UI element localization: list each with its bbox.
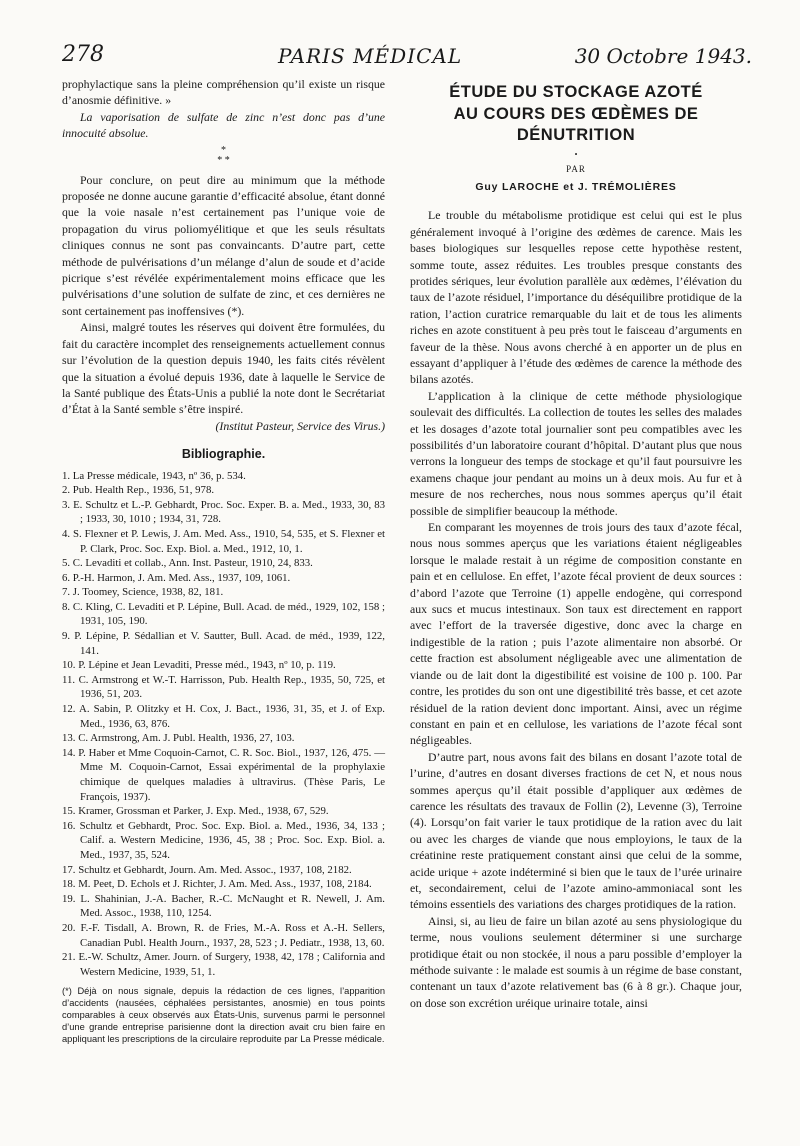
bib-item: 12. A. Sabin, P. Olitzky et H. Cox, J. Bact., 1936, 31, 35, et J. of Exp. Med., 1936, 63, 876.: [62, 703, 385, 730]
bib-item: 10. P. Lépine et Jean Levaditi, Presse méd., 1943, nº 10, p. 119.: [62, 659, 336, 672]
bib-item: 20. F.-F. Tisdall, A. Brown, R. de Fries, M.-A. Ross et A.-H. Sellers, Canadian Publ. Health Journ., 1937, 28, 523 ; J. Pediatr., 1938, 13, 60.: [62, 921, 385, 949]
bib-item: 17. Schultz et Gebhardt, Journ. Am. Med. Assoc., 1937, 108, 2182.: [62, 863, 352, 876]
bib-item: 15. Kramer, Grossman et Parker, J. Exp. Med., 1938, 67, 529.: [62, 805, 329, 818]
journal-title: PARIS MÉDICAL: [278, 44, 463, 68]
issue-date: 30 Octobre 1943.: [574, 44, 752, 68]
article-authors: Guy LAROCHE et J. TRÉMOLIÈRES: [475, 180, 677, 193]
bib-item: 11. C. Armstrong et W.-T. Harrisson, Pub. Health Rep., 1935, 50, 725, et 1936, 51, 203.: [62, 673, 385, 701]
body-paragraph: D’autre part, nous avons fait des bilans en dosant l’azote total de l’urine, d’autres en dosant diverses fractions de cet N, et nous nous sommes aperçus qu’il était possible d’appliquer aux œdèmes de carence les résultats des travaux de Follin (2), Levenne (3), Terroine (4). Lorsqu’on fait varier le taux protidique de la ration avec du lait ou avec les charges de viande que nous employions, le taux de la créatinine reste pratiquement constant ainsi que celui de la somme, acide urique + azote indéterminé si bien que le taux de l’urée urinaire et, secondairement, celui de l’azote amino-ammoniacal sont les témoins essentiels des variations des charges protidiques de la ration.: [410, 749, 742, 912]
left-paragraph-4: Ainsi, malgré toutes les réserves qui doivent être formulées, du fait du caractère incomplet des renseignements actuellement connus sur l’évolution de la question depuis 1940, les faits cités révèlent que la situation a évolué depuis 1936, date à laquelle le Service de la Santé publique des États-Unis a publié la note dont le Secrétariat d’État à la Santé semble s’être inspiré.: [62, 320, 385, 417]
body-paragraph: Ainsi, si, au lieu de faire un bilan azoté au sens physiologique du terme, nous voulions seulement déterminer si une surcharge protidique était ou non stockée, il nous a paru possible d’employer la méthode suivante : le malade est soumis à un régime de base constant, contenant un taux d’azote relativement bas (6 à 8 gr.). Chaque jour, on dose son excrétion uréique urinaire totale, ainsi: [410, 913, 742, 1010]
left-paragraph-1: prophylactique sans la pleine compréhension qu’il existe un risque d’anosmie définitive. »: [62, 77, 385, 108]
title-separator: •: [574, 149, 578, 159]
page-number: 278: [62, 42, 104, 67]
bib-item: 7. J. Toomey, Science, 1938, 82, 181.: [62, 586, 224, 599]
article-body: [410, 207, 742, 1011]
bib-item: 21. E.-W. Schultz, Amer. Journ. of Surgery, 1938, 42, 178 ; California and Western Medicine, 1939, 51, 1.: [62, 951, 385, 978]
bib-item: 5. C. Levaditi et collab., Ann. Inst. Pasteur, 1910, 24, 833.: [62, 557, 313, 570]
body-paragraph: Le trouble du métabolisme protidique est celui qui est le plus généralement invoqué à l’origine des œdèmes de carence. Mais les bases biologiques sur lesquelles repose cette hypothèse restent, somme toute, assez réduites. Les troubles presque constants des protides sériques, leur évolution parallèle aux œdèmes, l’élévation du taux de l’azote résiduel, l’importance du déséquilibre protidique de la ration, l’action curatrice remarquable du lait et de tous les aliments riches en azote constituent à peu près tout le faisceau d’arguments en faveur de la thèse. Nous avons cherché à en apporter un de plus en essayant d’appliquer à l’étude des œdèmes de carence la méthode des bilans azotés.: [410, 208, 742, 387]
left-paragraph-3: Pour conclure, on peut dire au minimum que la méthode proposée ne donne aucune garantie d’efficacité absolue, étant donné que la voie nasale n’est certainement pas l’unique voie de propagation du virus poliomyélitique et que les seuls résultats cliniques connus ne sont pas convaincants. D’autre part, cette méthode de pulvérisations d’un mélange d’alun de soude et d’acide picrique s’est révélée expérimentalement moins efficace que les pulvérisations d’une solution de sulfate de zinc, et ces dernières ne sont certainement pas inoffensives (*).: [62, 172, 385, 318]
title-line-3: DÉNUTRITION: [516, 126, 636, 144]
bib-item: 16. Schultz et Gebhardt, Proc. Soc. Exp. Biol. a. Med., 1936, 34, 133 ; Calif. a. Western Medicine, 1936, 45, 38 ; Proc. Soc. Exp. Biol. a. Med., 1937, 35, 524.: [62, 819, 385, 861]
page-header: [62, 42, 752, 76]
bib-item: 2. Pub. Health Rep., 1936, 51, 978.: [62, 484, 215, 497]
bib-item: 4. S. Flexner et P. Lewis, J. Am. Med. Ass., 1910, 54, 535, et S. Flexner et P. Clark, Proc. Soc. Exp. Biol. a. Med., 1912, 10, 1.: [62, 527, 385, 555]
bib-item: 6. P.-H. Harmon, J. Am. Med. Ass., 1937, 109, 1061.: [62, 571, 291, 584]
article-title: [410, 82, 742, 147]
title-line-1: ÉTUDE DU STOCKAGE AZOTÉ: [449, 83, 703, 101]
bib-item: 14. P. Haber et Mme Coquoin-Carnot, C. R. Soc. Biol., 1937, 126, 475. — Mme M. Coquoin-Carnot, Essai expérimental de la prophylaxie chimique de quelques maladies à ultravirus. (Thèse Paris, Le François, 1937).: [62, 746, 385, 803]
bibliography-list: [62, 469, 385, 980]
bibliography-heading: Bibliographie.: [181, 447, 266, 462]
by-label: PAR: [566, 163, 586, 174]
bib-item: 19. L. Shahinian, J.-A. Bacher, R.-C. McNaught et R. Newell, J. Am. Med. Assoc., 1938, 110, 1254.: [62, 892, 385, 920]
bib-item: 18. M. Peet, D. Echols et J. Richter, J. Am. Med. Ass., 1937, 108, 2184.: [62, 878, 372, 891]
left-column: [62, 76, 385, 1045]
right-column: [410, 76, 742, 1011]
body-paragraph: En comparant les moyennes de trois jours des taux d’azote fécal, nous nous sommes aperçus que les variations étaient négligeables lorsque le malade restait à un régime de composition constante en pain et en cellulose. En effet, l’azote fécal provient de deux sources : d’abord l’azote que Terroine (1) appelle endogène, qui correspond aux sucs et mucus intestinaux. Son taux est directement en rapport avec l’effort de la traversée digestive, donc avec la charge en indigestible de la ration ; puis l’azote alimentaire non absorbé. Or cette fraction est absolument négligeable avec une alimentation de viande ou de lait dont la digestibilité est voisine de 100 p. 100. Par contre, les protides du son ont une digestibilité très basse, et cet azote résiduel de la ration devient donc important. Ainsi, avec un régime constant en pain et en cellulose, les variations de l’azote fécal sont négligeables.: [410, 520, 742, 748]
bib-item: 8. C. Kling, C. Levaditi et P. Lépine, Bull. Acad. de méd., 1929, 102, 158 ; 1931, 105, 190.: [62, 600, 385, 628]
bib-item: 1. La Presse médicale, 1943, nº 36, p. 534.: [62, 469, 246, 482]
body-paragraph: L’application à la clinique de cette méthode physiologique soulevait des difficultés. La collection de toutes les selles des malades et les dosages d’azote total journalier sont peu compatibles avec les possibilités d’un laboratoire courant d’hôpital. D’autant plus que nous verrons la longueur des temps de stockage et qu’il faut poursuivre les examens chaque jour pendant au moins un à deux mois. Au fur et à mesure de nos recherches, nous nous sommes aperçus qu’il était possible de simplifier beaucoup la méthode.: [410, 388, 742, 518]
bib-item: 13. C. Armstrong, Am. J. Publ. Health, 1936, 27, 103.: [62, 732, 295, 745]
asterism: * * *: [217, 144, 230, 166]
institution-signature: (Institut Pasteur, Service des Virus.): [215, 418, 385, 433]
bib-item: 3. E. Schultz et L.-P. Gebhardt, Proc. Soc. Exper. B. a. Med., 1933, 30, 83 ; 1933, 30, 1010 ; 1934, 31, 728.: [62, 498, 385, 526]
left-paragraph-2: La vaporisation de sulfate de zinc n’est donc pas d’une innocuité absolue.: [62, 109, 385, 141]
footnote: (*) Déjà on nous signale, depuis la rédaction de ces lignes, l’apparition d’accidents (nausées, céphalées persistantes, anosmie) en tous points comparables à ceux observés aux États-Unis, survenus parmi le personnel d’une grande entreprise parisienne dont la direction avait cru bien faire en appliquant les prescriptions de la circulaire reproduite par La Presse médicale.: [62, 986, 385, 1045]
bib-item: 9. P. Lépine, P. Sédallian et V. Sautter, Bull. Acad. de méd., 1939, 122, 141.: [62, 630, 385, 657]
title-line-2: AU COURS DES ŒDÈMES DE: [453, 104, 699, 123]
